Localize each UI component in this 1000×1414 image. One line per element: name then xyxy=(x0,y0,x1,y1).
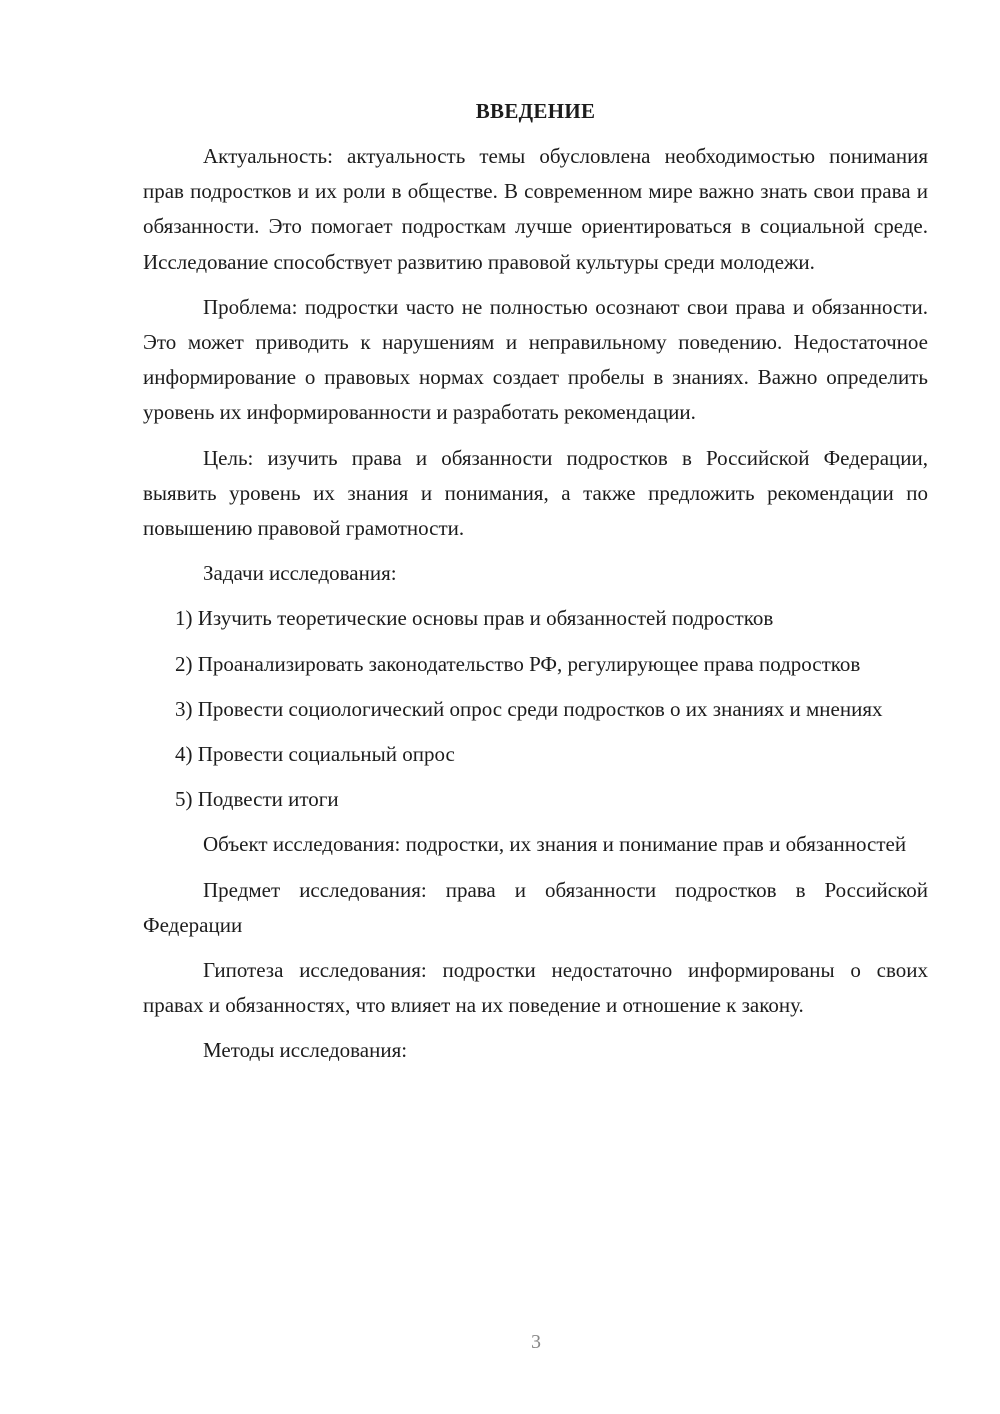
section-title: ВВЕДЕНИЕ xyxy=(475,99,596,123)
task-item-5: 5) Подвести итоги xyxy=(175,787,339,812)
paragraph-relevance: Актуальность: актуальность темы обусловлена необходимостью понимания прав подростков и их роли в обществе. В современном мире важно знать свои права и обязанности. Это помогает подросткам лучше ориентироваться в социальной среде. Исследование способствует развитию правовой культуры среди молодежи. xyxy=(143,144,928,274)
task-item-2: 2) Проанализировать законодательство РФ, регулирующее права подростков xyxy=(175,651,861,676)
paragraph-tasks-heading: Задачи исследования: xyxy=(203,561,397,586)
paragraph-object: Объект исследования: подростки, их знания и понимание прав и обязанностей xyxy=(203,832,907,857)
paragraph-methods: Методы исследования: xyxy=(203,1038,408,1063)
task-item-4: 4) Провести социальный опрос xyxy=(175,742,455,767)
paragraph-problem: Проблема: подростки часто не полностью осознают свои права и обязанности. Это может приводить к нарушениям и неправильному поведению. Недостаточное информирование о правовых нормах создает пробелы в знаниях. Важно определить уровень их информированности и разработать рекомендации. xyxy=(143,294,928,425)
paragraph-hypothesis: Гипотеза исследования: подростки недостаточно информированы о своих правах и обязанностях, что влияет на их поведение и отношение к закону. xyxy=(143,958,928,1018)
paragraph-goal: Цель: изучить права и обязанности подростков в Российской Федерации, выявить уровень их знания и понимания, а также предложить рекомендации по повышению правовой грамотности. xyxy=(143,445,928,541)
paragraph-subject: Предмет исследования: права и обязанности подростков в Российской Федерации xyxy=(143,877,928,937)
task-item-1: 1) Изучить теоретические основы прав и обязанностей подростков xyxy=(175,606,774,631)
task-item-3: 3) Провести социологический опрос среди подростков о их знаниях и мнениях xyxy=(175,696,883,721)
page-content xyxy=(143,96,928,1079)
page-number: 3 xyxy=(531,1331,541,1353)
